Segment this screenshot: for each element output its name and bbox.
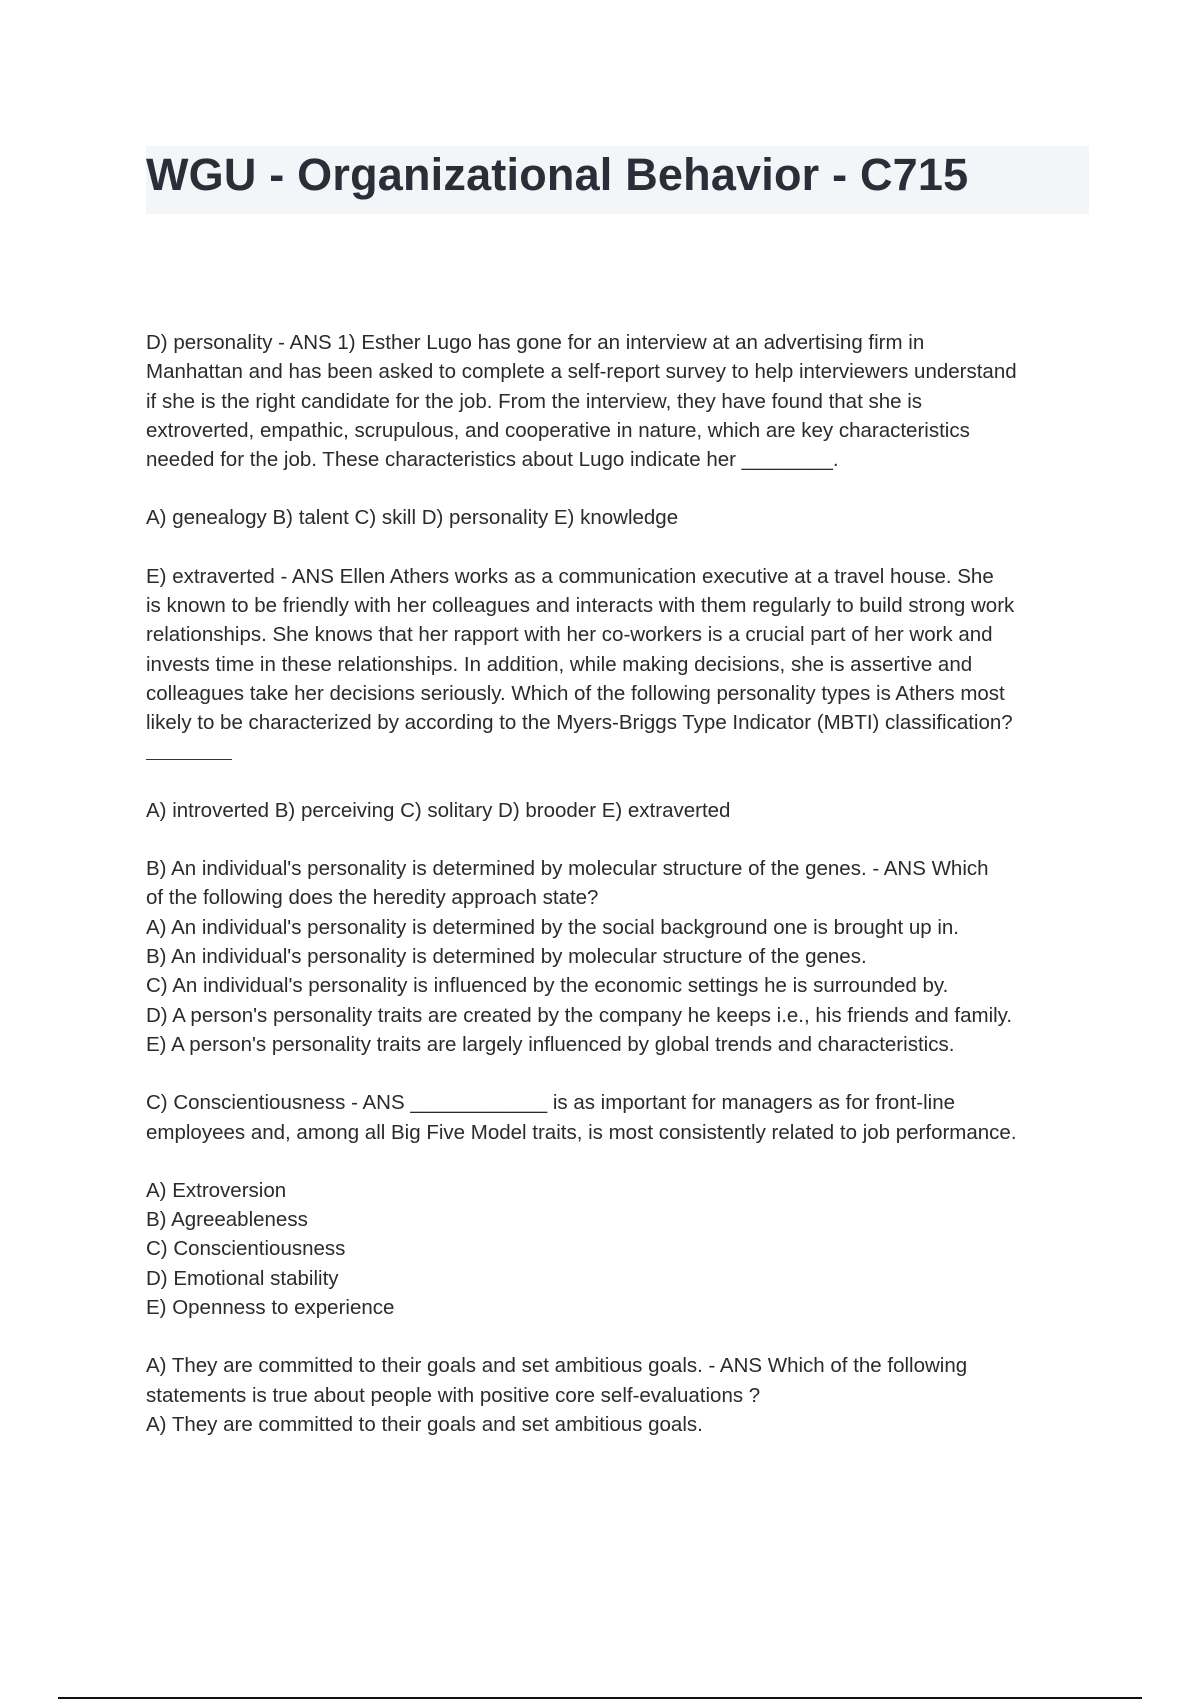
qa-text-line: D) personality - ANS 1) Esther Lugo has gone for an interview at an advertising firm in: [146, 331, 925, 354]
qa-options-2: [146, 796, 1091, 825]
qa-text-line: E) extraverted - ANS Ellen Athers works as a communication executive at a travel house. She: [146, 564, 994, 588]
answer-option: C) Conscientiousness: [146, 1237, 346, 1261]
answer-option: A) Extroversion: [146, 1178, 287, 1202]
qa-item-1: [146, 328, 1091, 474]
qa-options-4: [146, 1176, 1091, 1322]
answer-blank-line: [146, 738, 1091, 767]
qa-text-line: is known to be friendly with her colleagues and interacts with them regularly to build strong work: [146, 594, 1015, 618]
answer-option: E) A person's personality traits are largely influenced by global trends and characteristics.: [146, 1032, 955, 1056]
answer-option: D) A person's personality traits are created by the company he keeps i.e., his friends and family.: [146, 1003, 1013, 1027]
qa-text-line: employees and, among all Big Five Model traits, is most consistently related to job performance.: [146, 1120, 1017, 1144]
document-title: WGU - Organizational Behavior - C715: [146, 149, 969, 200]
qa-item-5: [146, 1351, 1091, 1439]
qa-item-3: [146, 854, 1091, 1059]
document-body: [146, 328, 1091, 1468]
qa-item-2: [146, 562, 1091, 767]
answer-option: A) An individual's personality is determined by the social background one is brought up in.: [146, 915, 960, 939]
title-band: [146, 146, 1089, 214]
answer-blank: [146, 759, 232, 760]
qa-text-line: C) Conscientiousness - ANS ____________ is as important for managers as for front-line: [146, 1091, 956, 1115]
qa-options-1: [146, 503, 1091, 532]
qa-text-line: likely to be characterized by according to the Myers-Briggs Type Indicator (MBTI) classification?: [146, 711, 1013, 735]
answer-option: A) They are committed to their goals and set ambitious goals.: [146, 1412, 703, 1436]
qa-text-line: of the following does the heredity approach state?: [146, 886, 599, 910]
answer-option: E) Openness to experience: [146, 1296, 395, 1320]
qa-text-line: needed for the job. These characteristics about Lugo indicate her ________.: [146, 448, 839, 472]
answer-option: D) Emotional stability: [146, 1266, 339, 1290]
qa-text-line: Manhattan and has been asked to complete a self-report survey to help interviewers understand: [146, 360, 1017, 384]
qa-text-line: relationships. She knows that her rapport with her co-workers is a crucial part of her work and: [146, 623, 993, 647]
qa-text-line: B) An individual's personality is determined by molecular structure of the genes. - ANS Which: [146, 857, 989, 881]
answer-option: A) introverted B) perceiving C) solitary D) brooder E) extraverted: [146, 798, 731, 822]
qa-item-4: [146, 1088, 1091, 1147]
qa-text-line: if she is the right candidate for the job. From the interview, they have found that she is: [146, 389, 923, 413]
qa-text-line: statements is true about people with positive core self-evaluations ?: [146, 1383, 761, 1407]
answer-option: B) An individual's personality is determined by molecular structure of the genes.: [146, 945, 867, 969]
qa-text-line: invests time in these relationships. In addition, while making decisions, she is assertive and: [146, 652, 973, 676]
qa-text-line: colleagues take her decisions seriously. Which of the following personality types is Athers most: [146, 681, 1005, 705]
qa-text-line: A) They are committed to their goals and set ambitious goals. - ANS Which of the following: [146, 1354, 968, 1378]
answer-option: B) Agreeableness: [146, 1208, 308, 1232]
footer-divider: [58, 1697, 1142, 1699]
answer-option: A) genealogy B) talent C) skill D) personality E) knowledge: [146, 506, 679, 530]
qa-text-line: extroverted, empathic, scrupulous, and cooperative in nature, which are key characteristics: [146, 418, 970, 442]
answer-option: C) An individual's personality is influenced by the economic settings he is surrounded by.: [146, 974, 949, 998]
